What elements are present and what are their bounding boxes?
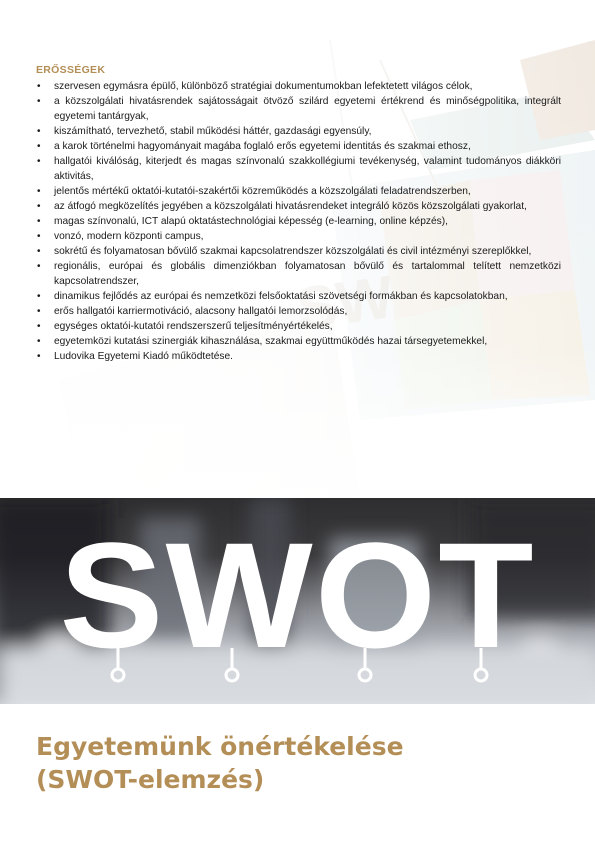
list-item	[36, 319, 561, 334]
list-item-text: sokrétű és folyamatosan bővülő szakmai kapcsolatrendszer közszolgálati és civil intézményi szereplőkkel,	[54, 246, 532, 257]
list-item-text: a közszolgálati hivatásrendek sajátosságait ötvöző szilárd egyetemi értékrend és minőségpolitika, integrált egyetemi tantárgyak,	[54, 96, 561, 122]
list-item	[36, 289, 561, 304]
bullet-icon: •	[37, 246, 41, 257]
list-item-text: dinamikus fejlődés az európai és nemzetközi felsőoktatási szövetségi formákban és kapcsolatokban,	[54, 291, 508, 302]
list-item	[36, 349, 561, 364]
bullet-icon: •	[37, 156, 41, 167]
page-title-line2: (SWOT-elemzés)	[36, 765, 265, 794]
list-item-text: jelentős mértékű oktatói-kutatói-szakértői közreműködés a közszolgálati feladatrendszerben,	[54, 186, 471, 197]
bullet-icon: •	[37, 141, 41, 152]
list-item	[36, 214, 561, 229]
swot-big-word: SWOT	[59, 511, 536, 679]
bullet-icon: •	[37, 126, 41, 137]
list-item	[36, 229, 561, 244]
list-item-text: a karok történelmi hagyományait magába foglaló erős egyetemi identitás és szakmai ethosz,	[54, 141, 471, 152]
list-item-text: regionális, európai és globális dimenziókban folyamatosan bővülő és tartalommal telített nemzetközi kapcsolatrendszer,	[54, 261, 561, 287]
bullet-icon: •	[37, 351, 41, 362]
list-item	[36, 244, 561, 259]
list-item-text: kiszámítható, tervezhető, stabil működési háttér, gazdasági egyensúly,	[54, 126, 372, 137]
list-item	[36, 199, 561, 214]
bullet-icon: •	[37, 336, 41, 347]
list-item-text: vonzó, modern központi campus,	[54, 231, 204, 242]
bullet-icon: •	[37, 306, 41, 317]
bullet-icon: •	[37, 201, 41, 212]
list-item	[36, 154, 561, 184]
list-item-text: egyetemközi kutatási szinergiák kihasználása, szakmai együttműködés hazai társegyetemekkel,	[54, 336, 488, 347]
list-item	[36, 94, 561, 124]
bullet-icon: •	[37, 186, 41, 197]
bullet-icon: •	[37, 261, 41, 272]
list-item-text: erős hallgatói karriermotiváció, alacsony hallgatói lemorzsolódás,	[54, 306, 348, 317]
page-title-line1: Egyetemünk önértékelése	[36, 732, 404, 761]
bullet-icon: •	[37, 216, 41, 227]
letter-connector-markers	[0, 498, 595, 704]
list-item	[36, 334, 561, 349]
list-item-text: egységes oktatói-kutatói rendszerszerű teljesítményértékelés,	[54, 321, 333, 332]
bullet-icon: •	[37, 81, 41, 92]
list-item-text: magas színvonalú, ICT alapú oktatástechnológiai képesség (e-learning, online képzés),	[54, 216, 448, 227]
list-item	[36, 124, 561, 139]
list-item	[36, 304, 561, 319]
page-title	[36, 730, 556, 796]
strengths-list	[36, 79, 561, 364]
list-item	[36, 184, 561, 199]
bullet-icon: •	[37, 321, 41, 332]
strengths-content	[36, 64, 561, 364]
list-item-text: szervesen egymásra épülő, különböző stratégiai dokumentumokban lefektetett világos célok,	[54, 81, 473, 92]
bullet-icon: •	[37, 231, 41, 242]
list-item-text: az átfogó megközelítés jegyében a közszolgálati hivatásrendeket integráló közös közszolgálati gyakorlat,	[54, 201, 527, 212]
list-item	[36, 259, 561, 289]
bullet-icon: •	[37, 96, 41, 107]
list-item-text: hallgatói kiválóság, kiterjedt és magas színvonalú szakkollégiumi tevékenység, valamint tudományos diákköri aktivitás,	[54, 156, 561, 182]
strengths-heading: ERŐSSÉGEK	[36, 64, 106, 76]
list-item	[36, 79, 561, 94]
swot-banner	[0, 498, 595, 704]
list-item-text: Ludovika Egyetemi Kiadó működtetése.	[54, 351, 233, 362]
bullet-icon: •	[37, 291, 41, 302]
list-item	[36, 139, 561, 154]
